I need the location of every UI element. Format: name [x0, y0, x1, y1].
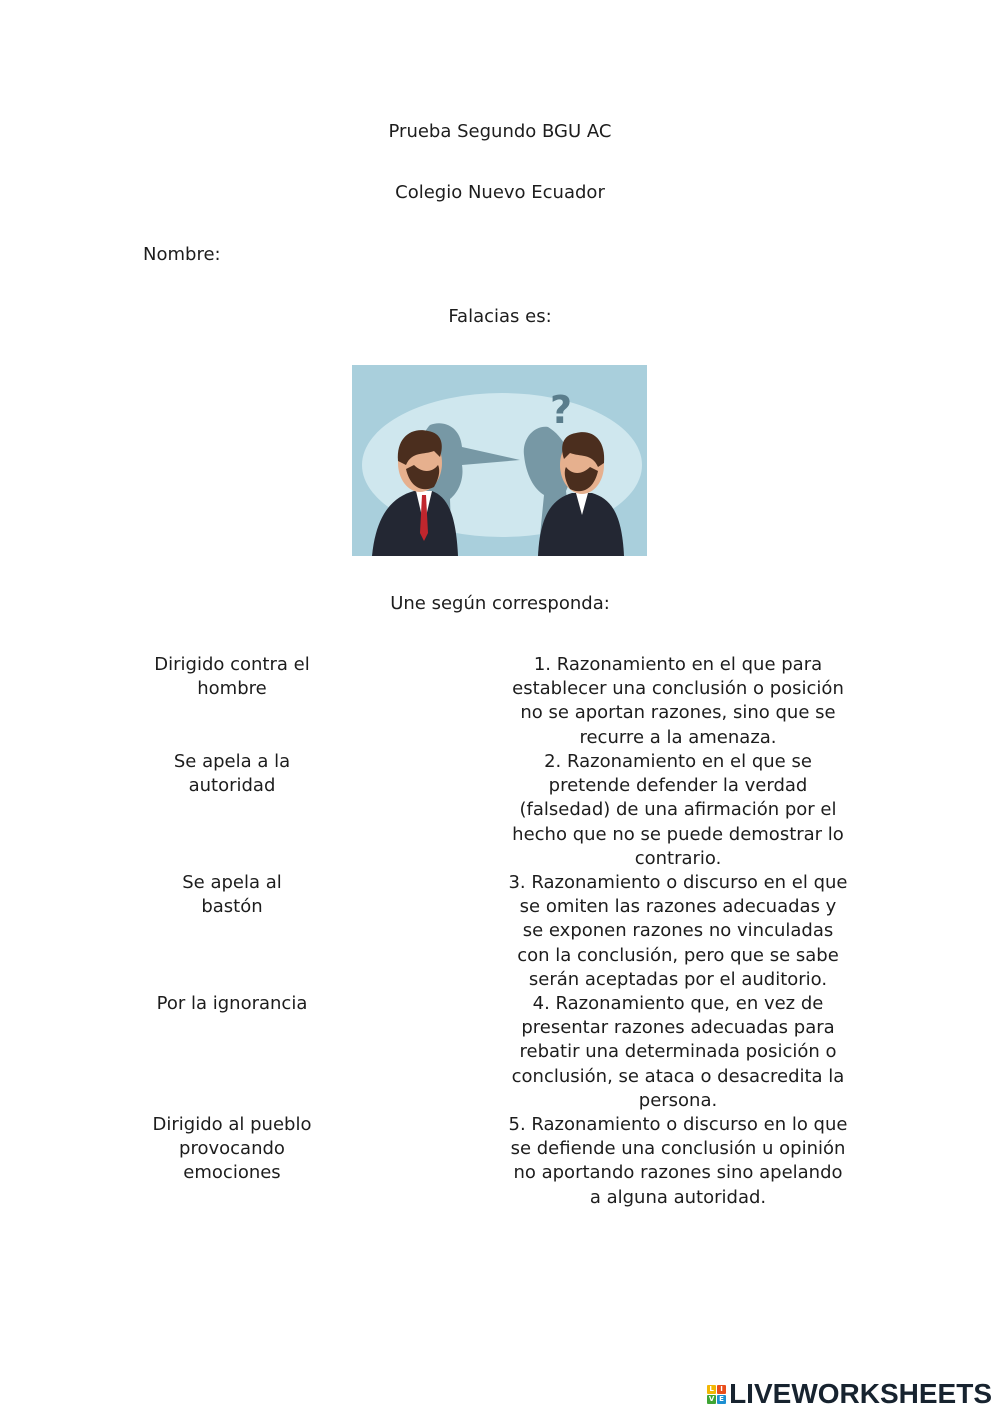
- right-item-5[interactable]: 5. Razonamiento o discurso en lo que se defiende una conclusión u opinión no aportando razones sino apelando a alguna autoridad.: [508, 1114, 848, 1208]
- left-item-1[interactable]: Dirigido contra el hombre: [154, 654, 310, 700]
- brand-mark-letter: V: [708, 1394, 715, 1403]
- two-men-lie-illustration-icon: [352, 365, 647, 556]
- school-name: Colegio Nuevo Ecuador: [395, 182, 605, 203]
- left-item-2[interactable]: Se apela a la autoridad: [173, 751, 291, 797]
- svg-text:?: ?: [550, 388, 573, 432]
- brand-mark-letter: I: [717, 1385, 726, 1394]
- illustration-image: [352, 365, 647, 556]
- liveworksheets-mark-icon: [707, 1385, 726, 1404]
- brand-mark-letter: L: [707, 1385, 716, 1394]
- brand-mark-letter: E: [717, 1395, 726, 1404]
- liveworksheets-logo: [707, 1375, 992, 1413]
- left-item-4[interactable]: Por la ignorancia: [156, 993, 308, 1014]
- prompt-text: Falacias es:: [448, 306, 552, 327]
- name-label: Nombre:: [143, 244, 221, 265]
- page-title: Prueba Segundo BGU AC: [388, 121, 612, 142]
- left-item-3[interactable]: Se apela al bastón: [182, 872, 282, 918]
- right-item-3[interactable]: 3. Razonamiento o discurso en el que se omiten las razones adecuadas y se exponen razones no vinculadas con la conclusión, pero que se sabe serán aceptadas por el auditorio.: [508, 872, 848, 990]
- left-item-5[interactable]: Dirigido al pueblo provocando emociones: [152, 1114, 312, 1184]
- right-item-2[interactable]: 2. Razonamiento en el que se pretende defender la verdad (falsedad) de una afirmación por el hecho que no se puede demostrar lo contrario.: [512, 751, 844, 869]
- right-item-1[interactable]: 1. Razonamiento en el que para establecer una conclusión o posición no se aportan razones, sino que se recurre a la amenaza.: [512, 654, 844, 748]
- instructions-text: Une según corresponda:: [390, 593, 610, 614]
- brand-text: LIVEWORKSHEETS: [729, 1378, 992, 1409]
- right-item-4[interactable]: 4. Razonamiento que, en vez de presentar razones adecuadas para rebatir una determinada posición o conclusión, se ataca o desacredita la persona.: [511, 993, 845, 1111]
